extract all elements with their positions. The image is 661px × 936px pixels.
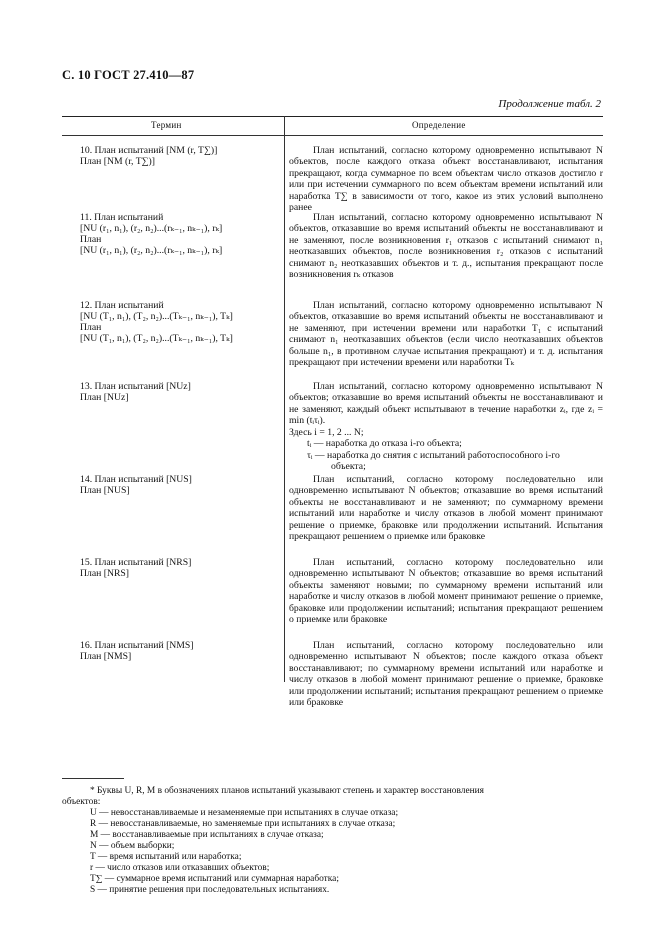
definition-row-10 [289, 145, 603, 214]
definition-text: План испытаний, согласно которому одновременно испытывают N объектов, отказавшие во время испытаний объекты не восстанавливают и не заменяют, после возникновения r₁ отказов с испытаний снимают n₁ неотказавших объектов, после возникновения r₂ отказов с испытаний снимают n₂ неотказавших объектов и т. д., испытания прекращают после возникновения rₖ отказов [289, 212, 603, 281]
definition-text: τᵢ — наработка до снятия с испытаний работоспособного i-го [307, 449, 560, 461]
definition-row-11 [289, 212, 603, 281]
term-line: [NU (T₁, n₁), (T₂, n₂)...(Tₖ₋₁, nₖ₋₁), Tₖ] [80, 311, 233, 322]
footnote-intro: * Буквы U, R, M в обозначениях планов испытаний указывают степень и характер восстановления [90, 786, 484, 796]
footnote-item: r — число отказов или отказавших объектов; [90, 863, 270, 873]
term-line: План [NM (r, T∑)] [80, 156, 156, 167]
definition-text: tᵢ — наработка до отказа i-го объекта; [307, 438, 462, 450]
term-line: 15. План испытаний [NRS] [80, 557, 192, 568]
term-line: 10. План испытаний [NM (r, T∑)] [80, 145, 218, 156]
footnote [62, 786, 606, 896]
footnote-separator [62, 778, 124, 779]
definition-text: План испытаний, согласно которому последовательно или одновременно испытывают N объектов; отказавшие во время испытаний объекты заменяют новыми; по суммарному времени испытаний или наработке и числу отказов в любой момент принимают решение о приемке, браковке или продолжении испытаний; испытания прекращают решением о приемке или браковке [289, 557, 603, 626]
term-line: План [NRS] [80, 568, 130, 579]
table-header-rule [62, 135, 603, 136]
footnote-item: T∑ — суммарное время испытаний или суммарная наработка; [90, 874, 339, 884]
term-row-16 [80, 640, 280, 662]
definition-text: План испытаний, согласно которому одновременно испытывают N объектов; отказавшие во время испытаний объекты не восстанавливают и не заменяют, каждый объект испытывают в течение наработки zᵢ, где zᵢ = min (tᵢτᵢ). [289, 381, 603, 427]
table-top-rule [62, 116, 603, 117]
term-row-15 [80, 557, 280, 579]
definition-row-16 [289, 640, 603, 709]
term-row-14 [80, 474, 280, 496]
footnote-item: M — восстанавливаемые при испытаниях в случае отказа; [90, 830, 324, 840]
term-row-13 [80, 381, 280, 403]
footnote-item: U — невосстанавливаемые и незаменяемые при испытаниях в случае отказа; [90, 808, 399, 818]
column-header-definition: Определение [412, 120, 466, 130]
term-row-12 [80, 300, 280, 344]
definition-text: Здесь i = 1, 2 ... N; [289, 426, 364, 438]
definition-row-15 [289, 557, 603, 626]
term-line: 12. План испытаний [80, 300, 164, 311]
term-line: [NU (r₁, n₁), (r₂, n₂)...(rₖ₋₁, nₖ₋₁), rₖ] [80, 223, 223, 234]
footnote-item: N — объем выборки; [90, 841, 175, 851]
term-line: 14. План испытаний [NUS] [80, 474, 192, 485]
footnote-intro: объектов: [62, 797, 101, 807]
term-line: План [NUz] [80, 392, 129, 403]
definition-text: План испытаний, согласно которому последовательно или одновременно испытывают N объектов; отказавшие во время испытаний объекты не восстанавливают и не заменяют; по суммарному времени испытаний или наработке и числу отказов в любой момент принимают решение о приемке, браковке или продолжении испытаний. Испытания прекращают решением о приемке или браковке [289, 474, 603, 543]
page-title: С. 10 ГОСТ 27.410—87 [62, 68, 195, 82]
term-row-10 [80, 145, 280, 167]
term-line: План [NUS] [80, 485, 130, 496]
definition-row-14 [289, 474, 603, 543]
term-line: 13. План испытаний [NUz] [80, 381, 191, 392]
table-continuation-label: Продолжение табл. 2 [498, 98, 601, 110]
footnote-item: R — невосстанавливаемые, но заменяемые при испытаниях в случае отказа; [90, 819, 396, 829]
term-row-11 [80, 212, 280, 256]
definition-text: План испытаний, согласно которому одновременно испытывают N объектов, отказавшие во время испытаний объекты не восстанавливают и не заменяют, при истечении времени или наработки T₁ с испытаний снимают n₁ неотказавших объектов (если число неотказавших объектов больше n₁, в противном случае испытания прекращают) и т. д. испытания прекращают при истечении времени или наработки Tₖ [289, 300, 603, 369]
table-column-divider [284, 116, 285, 682]
definition-text: объекта; [331, 461, 366, 473]
definition-row-13 [289, 381, 603, 473]
term-line: [NU (r₁, n₁), (r₂, n₂)...(rₖ₋₁, nₖ₋₁), rₖ] [80, 245, 223, 256]
definition-row-12 [289, 300, 603, 369]
term-line: 11. План испытаний [80, 212, 164, 223]
definition-text: План испытаний, согласно которому последовательно или одновременно испытывают N объектов; после каждого отказа объект восстанавливают; по суммарному времени испытаний или наработке и числу отказов в любой момент принимают решение о приемке, браковке или продолжении испытаний; испытания прекращают решением о приемке или браковке [289, 640, 603, 709]
footnote-item: T — время испытаний или наработка; [90, 852, 242, 862]
definition-text: План испытаний, согласно которому одновременно испытывают N объектов, после каждого отказа объект восстанавливают, испытания прекращают, когда суммарное по всем объектам число отказов достигло r или при истечении суммарного по всем объектам времени испытаний или наработка T∑ в зависимости от того, какое из этих условий выполнено ранее [289, 145, 603, 214]
term-line: [NU (T₁, n₁), (T₂, n₂)...(Tₖ₋₁, nₖ₋₁), Tₖ] [80, 333, 233, 344]
footnote-item: S — принятие решения при последовательных испытаниях. [90, 885, 330, 895]
term-line: 16. План испытаний [NMS] [80, 640, 194, 651]
term-line: План [80, 234, 102, 245]
column-header-term: Термин [151, 120, 182, 130]
term-line: План [NMS] [80, 651, 132, 662]
term-line: План [80, 322, 102, 333]
